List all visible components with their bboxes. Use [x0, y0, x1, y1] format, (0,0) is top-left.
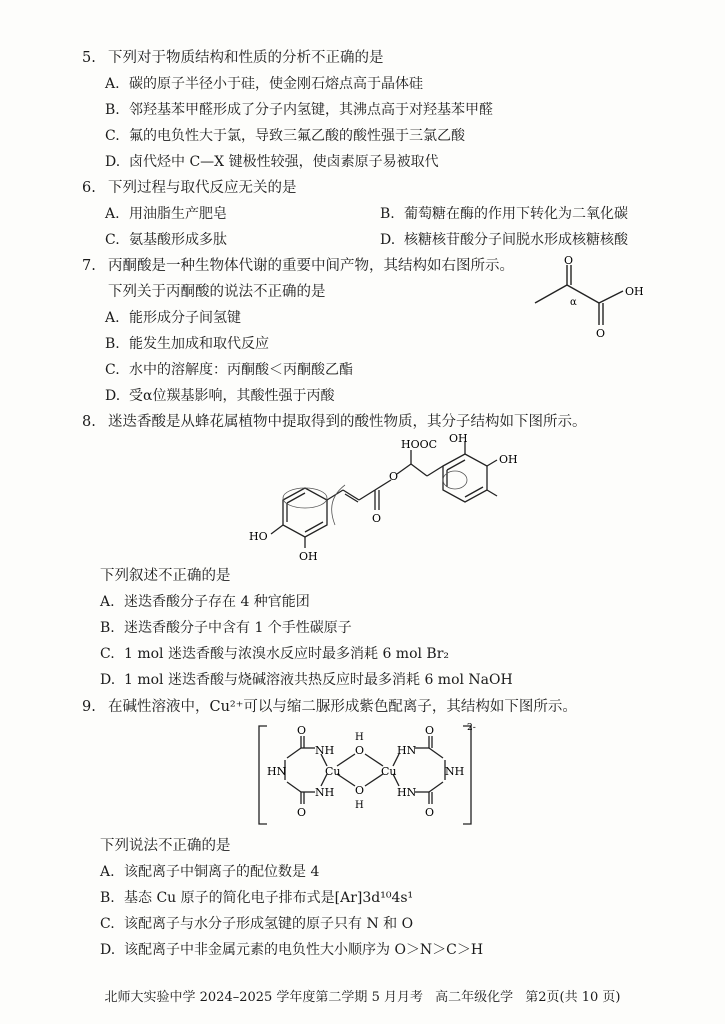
alpha-label: α [570, 297, 577, 308]
option-text: 受α位羰基影响，其酸性强于丙酸 [129, 388, 335, 404]
copper-biuret-complex-structure [255, 720, 485, 830]
q6-option-c [105, 229, 227, 251]
page-footer [0, 986, 725, 1005]
q9-option-c [100, 913, 413, 935]
question-text: 下列过程与取代反应无关的是 [108, 180, 297, 196]
hn-label: HN [267, 765, 287, 778]
option-label: C. [105, 232, 120, 248]
option-label: C. [105, 128, 120, 144]
hn-label: HN [397, 786, 417, 799]
option-text: 用油脂生产肥皂 [129, 206, 227, 222]
option-label: A. [105, 206, 120, 222]
question-number: 5. [82, 50, 96, 66]
option-label: D. [380, 232, 396, 248]
option-label: D. [100, 672, 116, 688]
option-label: A. [105, 76, 120, 92]
rosmarinic-acid-structure [235, 430, 525, 570]
hydroxyl-label: OH [449, 432, 468, 445]
nh-label: NH [315, 786, 335, 799]
q5-option-a [105, 73, 423, 95]
oxygen-label: O [355, 784, 365, 797]
question-9-stem [82, 696, 577, 718]
option-label: D. [105, 154, 121, 170]
question-6-stem [82, 177, 297, 199]
charge-label: 2- [467, 723, 476, 733]
q7-option-b [105, 333, 269, 355]
option-text: 能发生加成和取代反应 [129, 336, 269, 352]
option-label: C. [100, 916, 115, 932]
question-text: 在碱性溶液中，Cu²⁺可以与缩二脲形成紫色配离子，其结构如下图所示。 [108, 699, 577, 715]
hn-label: HN [397, 744, 417, 757]
option-text: 氨基酸形成多肽 [129, 232, 227, 248]
hydroxyl-label: OH [299, 550, 318, 563]
oxygen-label: O [425, 724, 435, 737]
q7-option-a [105, 307, 241, 329]
question-7-stem [82, 255, 514, 277]
oxygen-label: O [297, 724, 307, 737]
footer-page-number: 第2页(共 10 页) [525, 990, 621, 1005]
option-text: 邻羟基苯甲醛形成了分子内氢键，其沸点高于对羟基苯甲醛 [129, 102, 493, 118]
q8-option-a [100, 591, 310, 613]
pyruvic-acid-structure [525, 255, 660, 340]
option-text: 该配离子中铜离子的配位数是 4 [124, 864, 320, 880]
q9-option-a [100, 861, 319, 883]
q7-option-d [105, 385, 334, 407]
footer-school: 北师大实验中学 2024–2025 学年度第二学期 5 月月考 [104, 990, 423, 1005]
option-text: 基态 Cu 原子的简化电子排布式是[Ar]3d¹⁰4s¹ [124, 890, 414, 906]
option-text: 迷迭香酸分子存在 4 种官能团 [124, 594, 310, 610]
option-label: A. [105, 310, 120, 326]
nh-label: NH [315, 744, 335, 757]
oxygen-label: O [564, 255, 574, 267]
option-text: 1 mol 迷迭香酸与浓溴水反应时最多消耗 6 mol Br₂ [124, 646, 450, 662]
hydrogen-label: H [355, 732, 364, 743]
oxygen-label: O [596, 327, 606, 340]
option-text: 核糖核苷酸分子间脱水形成核糖核酸 [404, 232, 628, 248]
option-label: B. [105, 102, 120, 118]
oxygen-label: O [425, 806, 435, 819]
option-label: D. [105, 388, 121, 404]
option-text: 该配离子中非金属元素的电负性大小顺序为 O＞N＞C＞H [124, 942, 484, 958]
question-text: 丙酮酸是一种生物体代谢的重要中间产物，其结构如右图所示。 [108, 258, 514, 274]
hydroxyl-label: OH [499, 453, 518, 466]
hydrogen-label: H [355, 800, 364, 811]
q6-option-d [380, 229, 628, 251]
option-text: 1 mol 迷迭香酸与烧碱溶液共热反应时最多消耗 6 mol NaOH [124, 672, 513, 688]
option-text: 能形成分子间氢键 [129, 310, 241, 326]
oxygen-label: O [355, 744, 365, 757]
q6-option-b [380, 203, 628, 225]
option-text: 该配离子与水分子形成氢键的原子只有 N 和 O [124, 916, 414, 932]
question-number: 6. [82, 180, 96, 196]
question-8-stem-2: 下列叙述不正确的是 [100, 568, 231, 584]
carboxyl-label: HOOC [401, 438, 438, 451]
question-5-stem [82, 47, 384, 69]
nh-label: NH [445, 765, 465, 778]
option-label: B. [105, 336, 120, 352]
option-text: 碳的原子半径小于硅，使金刚石熔点高于晶体硅 [129, 76, 423, 92]
option-label: D. [100, 942, 116, 958]
q5-option-d [105, 151, 439, 173]
hydroxyl-label: OH [625, 285, 644, 298]
copper-label: Cu [325, 765, 341, 778]
oxygen-label: O [372, 512, 382, 525]
question-7-stem-2: 下列关于丙酮酸的说法不正确的是 [108, 284, 326, 300]
option-label: B. [100, 620, 115, 636]
q7-option-c [105, 359, 353, 381]
option-text: 氟的电负性大于氯，导致三氟乙酸的酸性强于三氯乙酸 [129, 128, 465, 144]
q6-option-a [105, 203, 227, 225]
option-label: A. [100, 594, 115, 610]
option-label: A. [100, 864, 115, 880]
q5-option-c [105, 125, 465, 147]
option-text: 水中的溶解度：丙酮酸＜丙酮酸乙酯 [129, 362, 353, 378]
option-text: 卤代烃中 C—X 键极性较强，使卤素原子易被取代 [129, 154, 439, 170]
hydroxyl-label: HO [249, 530, 268, 543]
copper-label: Cu [381, 765, 397, 778]
oxygen-label: O [297, 806, 307, 819]
q8-option-c [100, 643, 449, 665]
question-number: 7. [82, 258, 96, 274]
option-label: B. [380, 206, 395, 222]
question-number: 9. [82, 699, 96, 715]
oxygen-label: O [389, 470, 399, 483]
footer-subject: 高二年级化学 [435, 990, 514, 1005]
question-text: 迷迭香酸是从蜂花属植物中提取得到的酸性物质，其分子结构如下图所示。 [108, 414, 587, 430]
q5-option-b [105, 99, 493, 121]
q8-option-d [100, 669, 513, 691]
q9-option-d [100, 939, 483, 961]
q8-option-b [100, 617, 352, 639]
question-text: 下列对于物质结构和性质的分析不正确的是 [108, 50, 384, 66]
option-text: 迷迭香酸分子中含有 1 个手性碳原子 [124, 620, 352, 636]
option-text: 葡萄糖在酶的作用下转化为二氧化碳 [404, 206, 628, 222]
question-number: 8. [82, 414, 96, 430]
question-9-stem-2: 下列说法不正确的是 [100, 838, 231, 854]
option-label: C. [100, 646, 115, 662]
q9-option-b [100, 887, 413, 909]
option-label: B. [100, 890, 115, 906]
option-label: C. [105, 362, 120, 378]
